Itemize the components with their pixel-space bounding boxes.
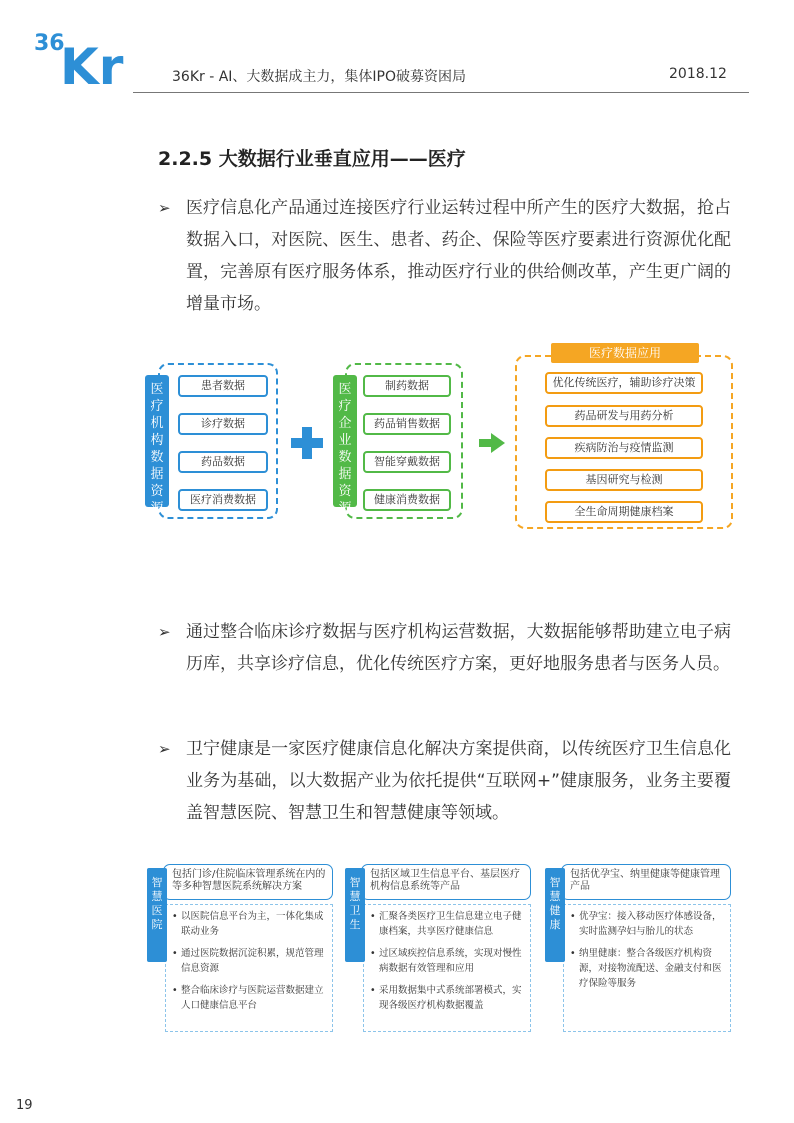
smart-wellness-header: 包括优孕宝、纳里健康等健康管理产品 — [561, 864, 731, 900]
institution-item: 诊疗数据 — [178, 413, 268, 435]
institution-item: 患者数据 — [178, 375, 268, 397]
institution-label-char: 机 — [150, 416, 164, 431]
page-number: 19 — [16, 1098, 33, 1113]
bullet-arrow-icon: ➢ — [158, 623, 171, 641]
list-item: • 整合临床诊疗与医院运营数据建立人口健康信息平台 — [172, 983, 328, 1013]
header-divider — [133, 92, 749, 93]
institution-label-char: 数 — [150, 450, 164, 465]
list-item: • 纳里健康：整合各级医疗机构资源，对接物流配送、金融支付和医疗保险等服务 — [570, 946, 726, 991]
bullet-3-text: 卫宁健康是一家医疗健康信息化解决方案提供商，以传统医疗卫生信息化业务为基础，以大数据产业为依托提供“互联网+”健康服务，业务主要覆盖智慧医院、智慧卫生和智慧健康等领域。 — [186, 739, 731, 823]
label-char: 健 — [549, 904, 561, 917]
list-item-text: 采用数据集中式系统部署模式，实现各级医疗机构数据覆盖 — [379, 985, 522, 1011]
institution-label-char: 构 — [150, 433, 164, 448]
36kr-logo — [34, 28, 144, 90]
institution-label-char: 医 — [150, 382, 164, 397]
right-arrow-icon — [479, 433, 505, 457]
enterprise-item: 药品销售数据 — [363, 413, 451, 435]
smart-wellness-label — [545, 868, 565, 962]
plus-icon — [291, 427, 323, 463]
label-char: 智 — [549, 876, 561, 889]
label-char: 慧 — [349, 890, 361, 903]
label-char: 生 — [349, 918, 361, 931]
svg-text:36: 36 — [34, 31, 65, 56]
enterprise-label-char: 疗 — [338, 399, 352, 414]
application-item: 基因研究与检测 — [545, 469, 703, 491]
institution-data-label — [145, 375, 169, 516]
smart-wellness-column — [543, 862, 733, 1032]
application-item: 药品研发与用药分析 — [545, 405, 703, 427]
list-item-text: 通过医院数据沉淀积累，规范管理信息资源 — [181, 948, 324, 974]
smart-hospital-details — [165, 904, 333, 1032]
label-char: 院 — [151, 918, 163, 931]
smart-hospital-label — [147, 868, 167, 962]
enterprise-item: 制药数据 — [363, 375, 451, 397]
label-char: 智 — [349, 876, 361, 889]
enterprise-item: 智能穿戴数据 — [363, 451, 451, 473]
list-item-text: 纳里健康：整合各级医疗机构资源，对接物流配送、金融支付和医疗保险等服务 — [579, 948, 722, 989]
application-item: 全生命周期健康档案 — [545, 501, 703, 523]
list-item-text: 优孕宝：接入移动医疗体感设备，实时监测孕妇与胎儿的状态 — [579, 911, 722, 937]
institution-label-char: 资 — [150, 484, 164, 499]
header-date: 2018.12 — [669, 66, 727, 82]
enterprise-label-char: 业 — [338, 433, 352, 448]
smart-health-bureau-label — [345, 868, 365, 962]
enterprise-data-label — [333, 375, 357, 516]
list-item: • 以医院信息平台为主，一体化集成联动业务 — [172, 909, 328, 939]
bullet-1 — [158, 192, 731, 320]
institution-label-char: 源 — [150, 501, 164, 516]
institution-item: 医疗消费数据 — [178, 489, 268, 511]
list-item-text: 整合临床诊疗与医院运营数据建立人口健康信息平台 — [181, 985, 324, 1011]
enterprise-item: 健康消费数据 — [363, 489, 451, 511]
enterprise-label-char: 资 — [338, 484, 352, 499]
label-char: 康 — [549, 918, 561, 931]
list-item: • 采用数据集中式系统部署模式，实现各级医疗机构数据覆盖 — [370, 983, 526, 1013]
application-item: 优化传统医疗，辅助诊疗决策 — [545, 372, 703, 394]
enterprise-label-char: 医 — [338, 382, 352, 397]
header-title: 36Kr - AI、大数据成主力，集体IPO破募资困局 — [172, 69, 466, 85]
enterprise-label-char: 企 — [338, 416, 352, 431]
application-item: 疾病防治与疫情监测 — [545, 437, 703, 459]
bullet-3 — [158, 733, 731, 829]
smart-hospital-column — [145, 862, 335, 1032]
smart-hospital-header: 包括门诊/住院临床管理系统在内的等多种智慧医院系统解决方案 — [163, 864, 333, 900]
bullet-2 — [158, 616, 731, 680]
enterprise-label-char: 数 — [338, 450, 352, 465]
enterprise-label-char: 源 — [338, 501, 352, 516]
medical-data-diagram — [145, 343, 735, 531]
smart-health-bureau-header: 包括区域卫生信息平台、基层医疗机构信息系统等产品 — [361, 864, 531, 900]
institution-label-char: 据 — [150, 467, 164, 482]
label-char: 慧 — [549, 890, 561, 903]
institution-item: 药品数据 — [178, 451, 268, 473]
bullet-arrow-icon: ➢ — [158, 199, 171, 217]
winning-health-business-diagram — [145, 862, 737, 1034]
list-item: • 汇聚各类医疗卫生信息建立电子健康档案，共享医疗健康信息 — [370, 909, 526, 939]
section-title: 2.2.5 大数据行业垂直应用——医疗 — [158, 148, 466, 170]
label-char: 慧 — [151, 890, 163, 903]
enterprise-label-char: 据 — [338, 467, 352, 482]
list-item-text: 汇聚各类医疗卫生信息建立电子健康档案，共享医疗健康信息 — [379, 911, 522, 937]
bullet-arrow-icon: ➢ — [158, 740, 171, 758]
smart-health-bureau-column — [343, 862, 533, 1032]
institution-label-char: 疗 — [150, 399, 164, 414]
label-char: 医 — [151, 904, 163, 917]
label-char: 卫 — [349, 904, 361, 917]
list-item: • 通过医院数据沉淀积累，规范管理信息资源 — [172, 946, 328, 976]
smart-health-bureau-details — [363, 904, 531, 1032]
smart-wellness-details — [563, 904, 731, 1032]
bullet-1-text: 医疗信息化产品通过连接医疗行业运转过程中所产生的医疗大数据，抢占数据入口，对医院、医生、患者、药企、保险等医疗要素进行资源优化配置，完善原有医疗服务体系，推动医疗行业的供给侧改革，产生更广阔的增量市场。 — [186, 198, 731, 314]
list-item-text: 过区域疾控信息系统，实现对慢性病数据有效管理和应用 — [379, 948, 522, 974]
label-char: 智 — [151, 876, 163, 889]
list-item: • 优孕宝：接入移动医疗体感设备，实时监测孕妇与胎儿的状态 — [570, 909, 726, 939]
list-item-text: 以医院信息平台为主，一体化集成联动业务 — [181, 911, 324, 937]
bullet-2-text: 通过整合临床诊疗数据与医疗机构运营数据，大数据能够帮助建立电子病历库，共享诊疗信息，优化传统医疗方案，更好地服务患者与医务人员。 — [186, 622, 731, 674]
applications-title: 医疗数据应用 — [551, 343, 699, 363]
svg-text:Kr: Kr — [60, 38, 124, 90]
list-item: • 过区域疾控信息系统，实现对慢性病数据有效管理和应用 — [370, 946, 526, 976]
